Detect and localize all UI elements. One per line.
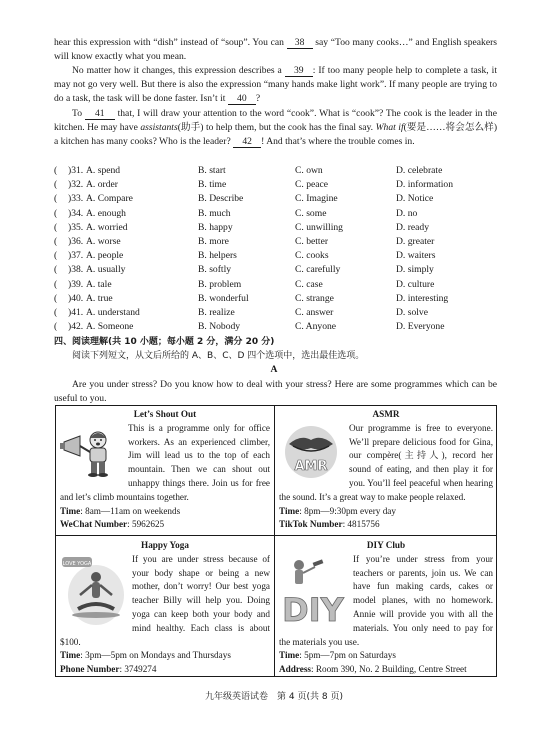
contact-value: : 4815756: [342, 519, 380, 530]
option-b: B. problem: [198, 278, 242, 290]
card-body-text: Our programme is free to everyone. We’ll prepare delicious food for Gina, our compère: [349, 422, 493, 461]
option-row: [54, 221, 497, 235]
text-run: ?: [255, 93, 261, 105]
option-a: A. true: [86, 292, 113, 304]
question-number: )32.: [68, 179, 84, 191]
card-time: [60, 505, 270, 519]
italic-word: What if: [375, 122, 404, 134]
option-d: D. greater: [396, 235, 435, 247]
card-time: [279, 505, 493, 519]
option-d: D. waiters: [396, 250, 436, 262]
option-a: A. enough: [86, 207, 126, 219]
diy-tools-icon: [279, 555, 347, 627]
page-footer: 九年级英语试卷 第 4 页(共 8 页): [205, 692, 343, 702]
option-c: C. unwilling: [295, 221, 343, 233]
blank-40: 40: [228, 93, 256, 105]
option-d: D. solve: [396, 306, 428, 318]
programme-grid: [55, 405, 497, 677]
chinese-gloss: (助手): [177, 122, 204, 134]
time-label: Time: [279, 505, 300, 516]
text-run: a kitchen has many cooks? Who is the leader?: [54, 136, 231, 148]
option-d: D. interesting: [396, 292, 449, 304]
chinese-gloss: (主持人): [398, 450, 445, 461]
card-time: [279, 649, 493, 663]
lips-icon: [279, 424, 343, 482]
question-number: )31.: [68, 165, 84, 176]
text-run: To: [72, 108, 82, 119]
option-a: A. worse: [86, 235, 121, 247]
passage-letter: A: [270, 364, 278, 375]
options-table: [54, 164, 497, 334]
text-run: hear this expression with “dish” instead of “soup”. You can: [54, 37, 284, 48]
diy-image: [279, 555, 347, 627]
card-title: Let’s Shout Out: [133, 409, 197, 419]
text-run: : If too many people help to complete a task, it may not go very well. But there is also the expression “many hands make light work”. If many people are trying to do a task, the task will be done faster. Isn’t it: [54, 65, 497, 105]
option-c: C. case: [295, 278, 323, 290]
option-c: C. answer: [295, 306, 334, 318]
answer-paren: (: [54, 207, 58, 219]
card-body-text: , record her sound of eating, and then play it for you. You’ll feel peaceful when hearing the sound. It’s a great way to make people relaxed.: [279, 450, 493, 502]
italic-word: assistants: [140, 122, 178, 134]
card-contact: [60, 663, 270, 677]
blank-39: 39: [285, 65, 313, 77]
card-shout-out: [60, 408, 270, 532]
option-row: [54, 320, 497, 334]
cloze-paragraph-1: [54, 36, 497, 64]
text-run: ! And that’s where the trouble comes in.: [261, 136, 415, 148]
diy-image-text: DIY: [282, 590, 344, 627]
option-d: D. culture: [396, 278, 435, 290]
option-b: B. more: [198, 235, 229, 247]
option-row: [54, 263, 497, 277]
card-body-text: This is a programme only for office workers. As an experienced climber, Jim will lead us to the top of each mountain. Then we can shout out unhappy things there. Join us for free and let’s climb mountains together.: [60, 422, 270, 502]
passage-intro: Are you under stress? Do you know how to deal with your stress? Here are some programmes which can be useful to you.: [54, 379, 497, 405]
answer-paren: (: [54, 250, 58, 262]
time-label: Time: [60, 650, 81, 661]
contact-value: : 5962625: [127, 519, 165, 530]
option-b: B. softly: [198, 264, 232, 276]
question-number: )41.: [68, 306, 84, 318]
contact-value: : 3749274: [119, 664, 157, 675]
option-b: B. wonderful: [198, 292, 249, 304]
contact-label: Address: [279, 664, 311, 675]
option-b: B. helpers: [198, 250, 237, 262]
answer-paren: (: [54, 321, 58, 333]
card-body-text: If you’re under stress from your teachers or parents, join us. We can have fun making cards, cakes or model planes, with no homework. Annie will provide you with all the materials. You only need to pay for the materials you use.: [279, 553, 493, 647]
option-d: D. Everyone: [396, 321, 445, 333]
option-b: B. much: [198, 207, 231, 219]
option-c: C. carefully: [295, 264, 341, 276]
card-contact: [60, 518, 270, 532]
blank-42: 42: [233, 136, 261, 148]
option-d: D. Notice: [396, 193, 434, 205]
option-c: C. own: [295, 165, 323, 176]
card-happy-yoga: [60, 539, 270, 677]
answer-paren: (: [54, 264, 58, 276]
card-contact: [279, 518, 493, 532]
option-d: D. ready: [396, 221, 430, 233]
option-c: C. peace: [295, 179, 329, 191]
time-value: : 8am—11am on weekends: [80, 505, 181, 516]
question-number: )39.: [68, 278, 84, 290]
card-title: ASMR: [372, 409, 400, 419]
card-asmr: [279, 408, 493, 532]
asmr-lips-image: [279, 424, 343, 482]
chinese-gloss: (要是……将会怎么样): [403, 122, 498, 134]
text-run: to help them, but the cook has the final say.: [205, 122, 374, 134]
contact-label: Phone Number: [60, 664, 120, 675]
option-a: A. understand: [86, 306, 140, 318]
option-row: [54, 235, 497, 249]
option-c: C. strange: [295, 292, 334, 304]
option-a: A. spend: [86, 165, 121, 176]
option-b: B. Describe: [198, 193, 244, 205]
option-row: [54, 306, 497, 320]
yoga-image-text: LOVE YOGA: [62, 560, 92, 567]
option-row: [54, 278, 497, 292]
question-number: )37.: [68, 250, 84, 262]
card-time: [60, 649, 270, 663]
answer-paren: (: [54, 179, 58, 191]
card-diy-club: [279, 539, 493, 677]
option-row: [54, 292, 497, 306]
cloze-paragraph-3: [54, 107, 497, 150]
blank-38: 38: [287, 37, 313, 49]
question-number: )36.: [68, 235, 84, 247]
option-a: A. tale: [86, 278, 112, 290]
grid-divider-vertical: [274, 406, 275, 676]
option-d: D. celebrate: [396, 165, 443, 176]
answer-paren: (: [54, 193, 58, 205]
section-heading: 四、阅读理解(共 10 小题；每小题 2 分，满分 20 分): [54, 337, 275, 347]
time-value: : 3pm—5pm on Mondays and Thursdays: [80, 650, 231, 661]
option-a: A. Someone: [86, 321, 134, 333]
option-d: D. no: [396, 207, 418, 219]
question-number: )35.: [68, 221, 84, 233]
contact-label: WeChat Number: [60, 519, 128, 530]
time-label: Time: [60, 505, 81, 516]
grid-divider-horizontal: [56, 535, 496, 536]
question-number: )33.: [68, 193, 84, 205]
option-a: A. usually: [86, 264, 126, 276]
answer-paren: (: [54, 165, 58, 176]
option-row: [54, 178, 497, 192]
time-value: : 8pm—9:30pm every day: [299, 505, 396, 516]
option-c: C. Imagine: [295, 193, 338, 205]
option-d: D. simply: [396, 264, 434, 276]
answer-paren: (: [54, 235, 58, 247]
answer-paren: (: [54, 292, 58, 304]
option-a: A. people: [86, 250, 124, 262]
yoga-image: [60, 555, 126, 627]
cloze-paragraph-2: [54, 64, 497, 107]
question-number: )34.: [68, 207, 84, 219]
time-value: : 5pm—7pm on Saturdays: [299, 650, 396, 661]
question-number: )38.: [68, 264, 84, 276]
option-a: A. worried: [86, 221, 128, 233]
option-a: A. order: [86, 179, 118, 191]
megaphone-boy-image: [60, 424, 122, 478]
question-number: )42.: [68, 321, 84, 333]
text-run: that, I will draw your attention to the word “cook”. What is “cook”? The cook is the leader in the kitchen. He may have: [54, 108, 497, 134]
option-row: [54, 249, 497, 263]
contact-value: : Room 390, No. 2 Building, Centre Street: [311, 664, 467, 675]
card-body-text: If you are under stress because of your body shape or being a new mother, don’t worry! Our best yoga teacher Billy will help you. Doing yoga can keep both your body and mind healthy. Each class is about $100.: [60, 553, 270, 647]
answer-paren: (: [54, 306, 58, 318]
option-c: C. cooks: [295, 250, 329, 262]
time-label: Time: [279, 650, 300, 661]
megaphone-icon: [60, 424, 122, 478]
card-title: DIY Club: [366, 540, 406, 550]
option-c: C. Anyone: [295, 321, 337, 333]
card-title: Happy Yoga: [141, 540, 189, 550]
option-b: B. happy: [198, 221, 233, 233]
contact-label: TikTok Number: [279, 519, 343, 530]
option-row: [54, 164, 497, 178]
answer-paren: (: [54, 221, 58, 233]
asmr-image-text: AMR: [294, 458, 328, 474]
blank-41: 41: [85, 108, 115, 120]
card-contact: [279, 663, 493, 677]
option-d: D. information: [396, 179, 454, 191]
option-c: C. some: [295, 207, 327, 219]
option-c: C. better: [295, 235, 329, 247]
text-run: No matter how it changes, this expression describes a: [72, 65, 282, 76]
yoga-pose-icon: [60, 555, 126, 627]
text-run: say “Too many cooks…” and English speakers will know exactly what you mean.: [54, 37, 498, 63]
option-b: B. time: [198, 179, 227, 191]
section-instruction: 阅读下列短文，从文后所给的 A、B、C、D 四个选项中，选出最佳选项。: [72, 351, 365, 361]
option-b: B. Nobody: [198, 321, 241, 333]
answer-paren: (: [54, 278, 58, 290]
option-row: [54, 207, 497, 221]
option-a: A. Compare: [86, 193, 133, 205]
question-number: )40.: [68, 292, 84, 304]
option-b: B. start: [198, 165, 226, 176]
option-row: [54, 192, 497, 206]
option-b: B. realize: [198, 306, 235, 318]
